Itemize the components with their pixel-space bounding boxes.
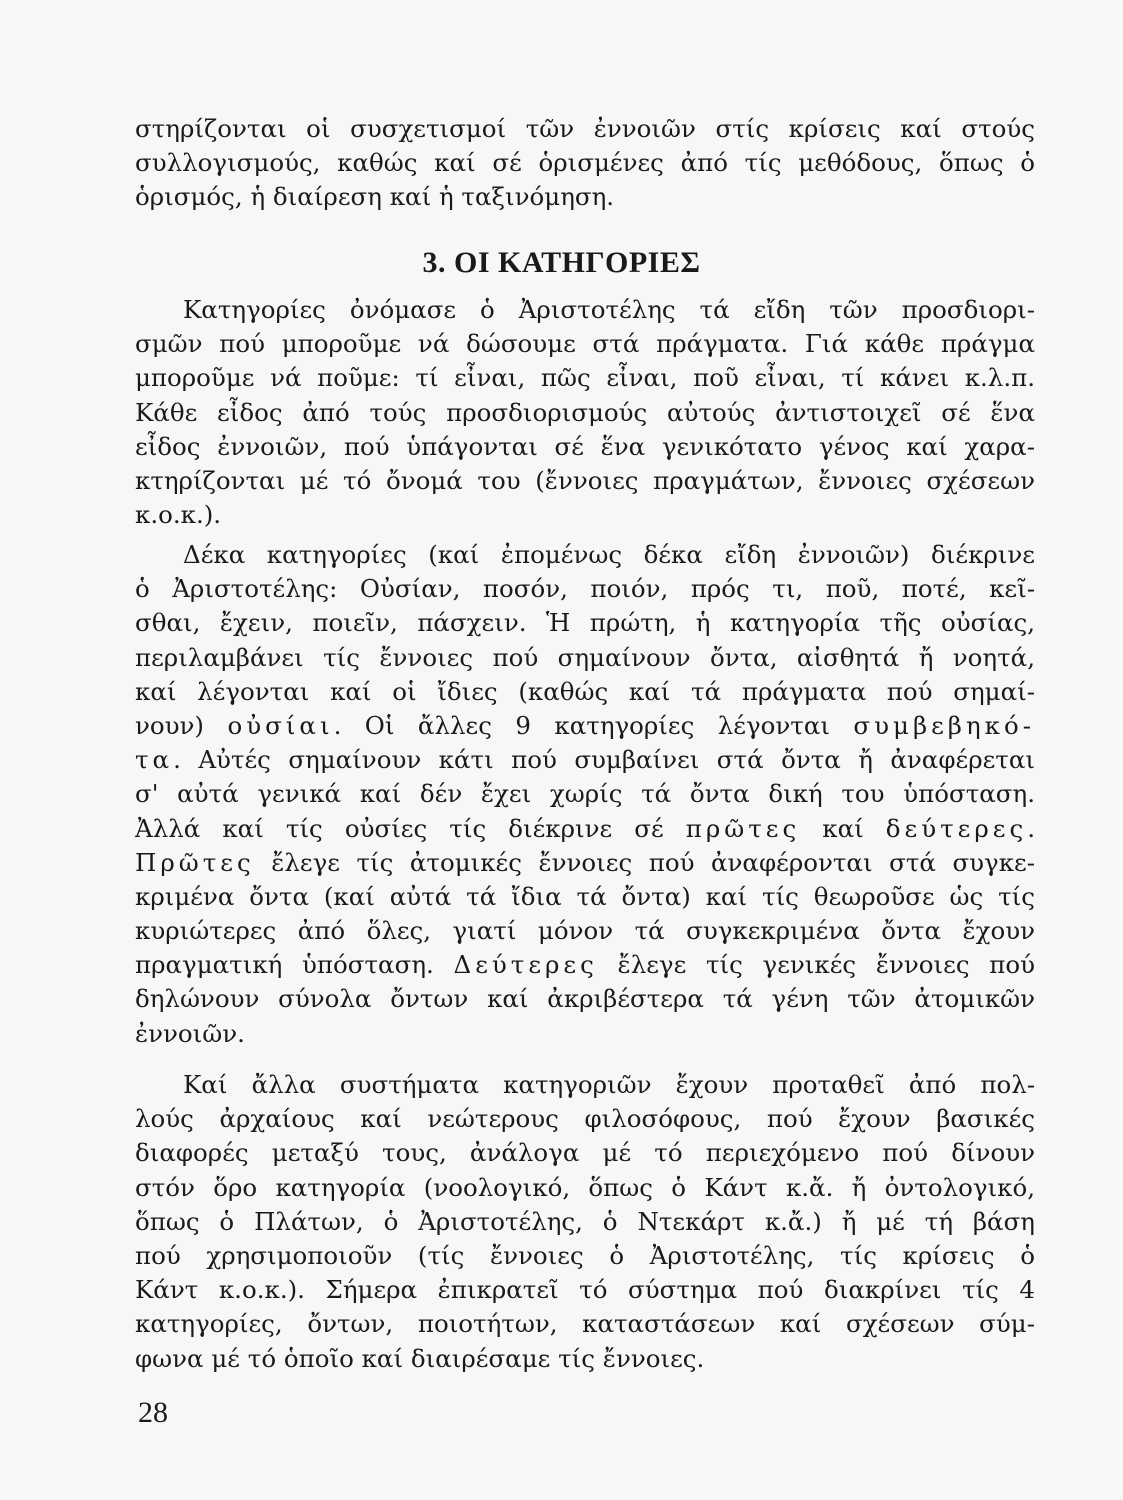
text-line: σθαι, ἔχειν, ποιεῖν, πάσχειν. Ἡ πρώτη, ἡ κατηγορία τῆς οὐσίας, [135, 608, 1035, 638]
text-line [135, 948, 1035, 982]
text-run: ἔλεγε τίς γενικές ἔννοιες πού [597, 950, 1035, 980]
emphasized-term: Δεύτερες [453, 950, 598, 980]
text-line: κριμένα ὄντα (καί αὐτά τά ἴδια τά ὄντα) καί τίς θεωροῦσε ὡς τίς [135, 881, 1035, 911]
text-run: Ἀλλά καί τίς οὐσίες τίς διέκρινε σέ [135, 813, 686, 843]
text-line: καί λέγονται καί οἱ ἴδιες (καθώς καί τά πράγματα πού σημαί- [135, 676, 1035, 706]
page-number: 28 [138, 1396, 168, 1429]
text-line [135, 846, 1035, 880]
text-line: στόν ὅρο κατηγορία (νοολογικό, ὅπως ὁ Κάντ κ.ἄ. ἤ ὀντολογικό, [135, 1172, 1035, 1202]
text-run: . Αὐτές σημαίνουν κάτι πού συμβαίνει στά ὄντα ἤ ἀναφέρεται [173, 745, 1035, 775]
text-line: ὁρισμός, ἡ διαίρεση καί ἡ ταξινόμηση. [135, 182, 615, 212]
text-line: Δέκα κατηγορίες (καί ἐπομένως δέκα εἴδη ἐννοιῶν) διέκρινε [183, 540, 1035, 569]
text-run: καί [800, 813, 886, 843]
paragraph-3 [135, 1068, 1035, 1376]
text-line: σ' αὐτά γενικά καί δέν ἔχει χωρίς τά ὄντα δική του ὑπόσταση. [135, 779, 1035, 809]
emphasized-term: τα [135, 745, 174, 775]
text-line: κατηγορίες, ὄντων, ποιοτήτων, καταστάσεων καί σχέσεων σύμ- [135, 1309, 1035, 1339]
text-line: σμῶν πού μποροῦμε νά δώσουμε στά πράγματα. Γιά κάθε πράγμα [135, 329, 1035, 359]
text-line [135, 812, 1035, 846]
emphasized-term: οὐσίαι [227, 710, 334, 740]
text-run: . Οἱ ἄλλες 9 κατηγορίες λέγονται [333, 710, 854, 740]
text-line: δηλώνουν σύνολα ὄντων καί ἀκριβέστερα τά γένη τῶν ἀτομικῶν [135, 984, 1035, 1014]
text-line: ἐννοιῶν. [135, 1018, 245, 1048]
emphasized-term: πρῶτες [685, 813, 801, 843]
text-line: διαφορές μεταξύ τους, ἀνάλογα μέ τό περιεχόμενο πού δίνουν [135, 1138, 1035, 1168]
text-line: Κατηγορίες ὀνόμασε ὁ Ἀριστοτέλης τά εἴδη τῶν προσδιορι- [183, 295, 1035, 324]
text-line: κ.ο.κ.). [135, 500, 222, 530]
text-line: κτηρίζονται μέ τό ὄνομά του (ἔννοιες πραγμάτων, ἔννοιες σχέσεων [135, 465, 1035, 495]
section-heading: 3. ΟΙ ΚΑΤΗΓΟΡΙΕΣ [422, 246, 701, 279]
emphasized-term: Πρῶτες [135, 847, 255, 877]
paragraph-1 [135, 293, 1035, 532]
text-line: Καί ἄλλα συστήματα κατηγοριῶν ἔχουν προταθεῖ ἀπό πολ- [183, 1070, 1035, 1099]
text-line: ὅπως ὁ Πλάτων, ὁ Ἀριστοτέλης, ὁ Ντεκάρτ κ.ἄ.) ἤ μέ τή βάση [135, 1206, 1035, 1236]
text-line [135, 743, 1035, 777]
text-line: περιλαμβάνει τίς ἔννοιες πού σημαίνουν ὄντα, αἰσθητά ἤ νοητά, [135, 642, 1035, 672]
text-line: εἶδος ἐννοιῶν, πού ὑπάγονται σέ ἕνα γενικότατο γένος καί χαρα- [135, 431, 1035, 461]
text-line [135, 709, 1035, 743]
text-line: ὁ Ἀριστοτέλης: Οὐσίαν, ποσόν, ποιόν, πρός τι, ποῦ, ποτέ, κεῖ- [135, 574, 1035, 604]
text-run: ἔλεγε τίς ἀτομικές ἔννοιες πού ἀναφέρονται στά συγκε- [254, 847, 1035, 877]
text-line: Κάθε εἶδος ἀπό τούς προσδιορισμούς αὐτούς ἀντιστοιχεῖ σέ ἕνα [135, 397, 1035, 427]
text-line: πού χρησιμοποιοῦν (τίς ἔννοιες ὁ Ἀριστοτέλης, τίς κρίσεις ὁ [135, 1240, 1035, 1270]
text-line: λούς ἀρχαίους καί νεώτερους φιλοσόφους, πού ἔχουν βασικές [135, 1104, 1035, 1134]
text-line: συλλογισμούς, καθώς καί σέ ὁρισμένες ἀπό τίς μεθόδους, ὅπως ὁ [135, 148, 1035, 178]
text-run: πραγματική ὑπόσταση. [135, 950, 454, 980]
paragraph-2 [135, 538, 1035, 1051]
text-line: στηρίζονται οἱ συσχετισμοί τῶν ἐννοιῶν στίς κρίσεις καί στούς [135, 114, 1035, 143]
text-line: φωνα μέ τό ὁποῖο καί διαιρέσαμε τίς ἔννοιες. [135, 1343, 705, 1373]
intro-paragraph [135, 112, 1035, 215]
text-line: κυριώτερες ἀπό ὅλες, γιατί μόνον τά συγκεκριμένα ὄντα ἔχουν [135, 916, 1035, 946]
text-run: νουν) [135, 710, 228, 740]
emphasized-term: δεύτερες [885, 813, 1028, 843]
emphasized-term: συμβεβηκό- [853, 710, 1035, 740]
text-run: . [1027, 813, 1035, 843]
text-line: μποροῦμε νά ποῦμε: τί εἶναι, πῶς εἶναι, ποῦ εἶναι, τί κάνει κ.λ.π. [135, 363, 1035, 393]
text-line: Κάντ κ.ο.κ.). Σήμερα ἐπικρατεῖ τό σύστημα πού διακρίνει τίς 4 [135, 1275, 1035, 1305]
